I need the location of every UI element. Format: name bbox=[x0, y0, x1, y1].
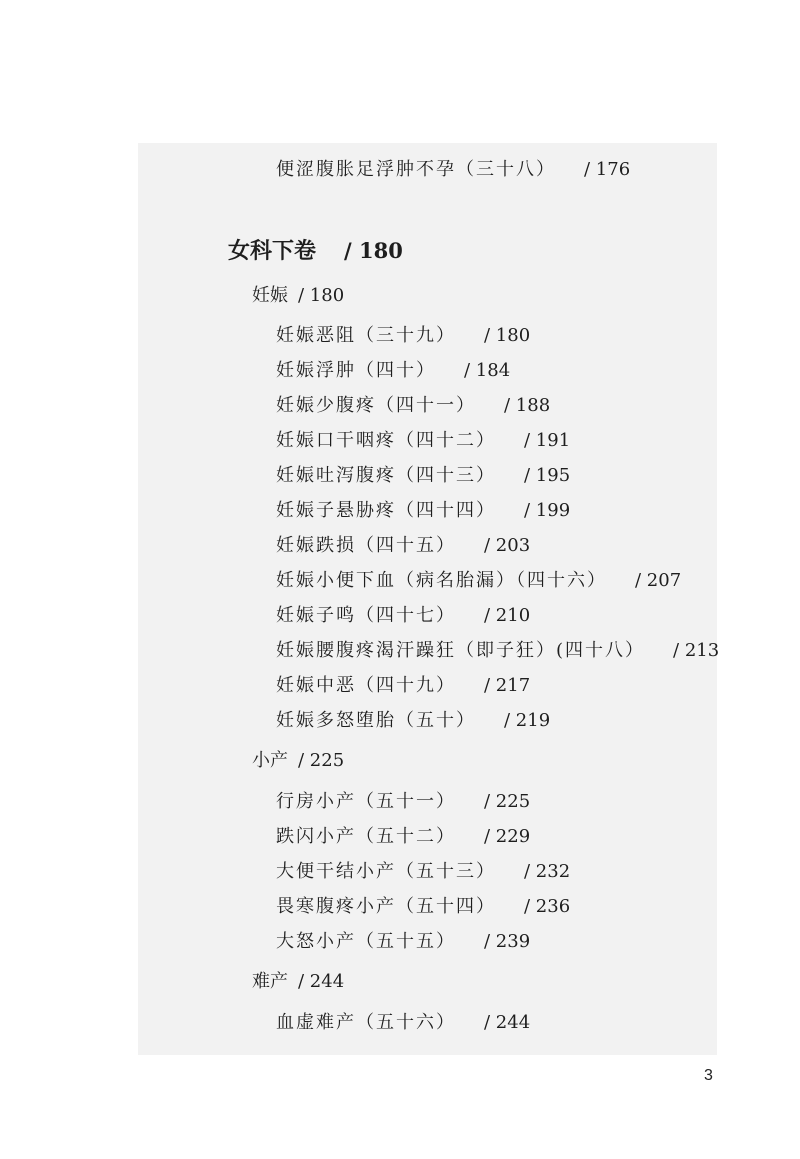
toc-entry bbox=[276, 1008, 530, 1038]
toc-entry-title: 妊娠子悬胁疼（四十四） bbox=[276, 500, 496, 521]
toc-entry bbox=[276, 321, 530, 351]
toc-entry bbox=[276, 461, 570, 491]
toc-entry bbox=[276, 531, 530, 561]
toc-entry-title: 大怒小产（五十五） bbox=[276, 931, 456, 952]
toc-entry bbox=[276, 636, 719, 666]
toc-volume-heading bbox=[228, 236, 403, 266]
toc-entry-page: / 225 bbox=[298, 750, 345, 771]
toc-entry-page: / 207 bbox=[635, 570, 682, 591]
toc-entry-title: 畏寒腹疼小产（五十四） bbox=[276, 896, 496, 917]
toc-entry-page: / 244 bbox=[298, 971, 345, 992]
toc-entry-page: / 203 bbox=[484, 535, 531, 556]
toc-entry-title: 血虚难产（五十六） bbox=[276, 1012, 456, 1033]
toc-entry bbox=[276, 601, 530, 631]
toc-entry-page: / 225 bbox=[484, 791, 531, 812]
toc-entry-page: / 236 bbox=[524, 896, 571, 917]
toc-entry-page: / 180 bbox=[344, 238, 403, 263]
toc-entry bbox=[276, 787, 530, 817]
toc-entry-title: 妊娠腰腹疼渴汗躁狂（即子狂）(四十八） bbox=[276, 640, 646, 661]
toc-section-heading bbox=[252, 281, 344, 311]
toc-entry-title: 妊娠恶阻（三十九） bbox=[276, 325, 456, 346]
toc-entry bbox=[276, 426, 570, 456]
toc-entry-page: / 184 bbox=[464, 360, 511, 381]
toc-entry-page: / 176 bbox=[584, 159, 631, 180]
toc-entry-title: 妊娠中恶（四十九） bbox=[276, 675, 456, 696]
toc-entry-title: 妊娠子鸣（四十七） bbox=[276, 605, 456, 626]
toc-entry-page: / 217 bbox=[484, 675, 531, 696]
toc-entry bbox=[276, 706, 550, 736]
toc-entry-title: 妊娠浮肿（四十） bbox=[276, 360, 436, 381]
toc-entry-title: 行房小产（五十一） bbox=[276, 791, 456, 812]
toc-entry bbox=[276, 892, 570, 922]
toc-entry-page: / 199 bbox=[524, 500, 571, 521]
toc-entry-page: / 180 bbox=[298, 285, 345, 306]
toc-section-heading bbox=[252, 967, 344, 997]
toc-entry-page: / 232 bbox=[524, 861, 571, 882]
toc-entry bbox=[276, 857, 570, 887]
toc-entry bbox=[276, 927, 530, 957]
toc-entry-page: / 210 bbox=[484, 605, 531, 626]
toc-entry-title: 妊娠少腹疼（四十一） bbox=[276, 395, 476, 416]
toc-entry bbox=[276, 671, 530, 701]
toc-entry-title: 难产 bbox=[252, 971, 288, 992]
toc-entry-title: 女科下卷 bbox=[228, 238, 317, 264]
toc-entry-title: 妊娠多怒堕胎（五十） bbox=[276, 710, 476, 731]
toc-entry bbox=[276, 496, 570, 526]
toc-entry-title: 跌闪小产（五十二） bbox=[276, 826, 456, 847]
toc-entry-page: / 239 bbox=[484, 931, 531, 952]
toc-entry-title: 妊娠吐泻腹疼（四十三） bbox=[276, 465, 496, 486]
toc-entry bbox=[276, 391, 550, 421]
toc-entry-page: / 229 bbox=[484, 826, 531, 847]
toc-entry-title: 小产 bbox=[252, 750, 288, 771]
toc-section-heading bbox=[252, 746, 344, 776]
toc-entry-title: 便涩腹胀足浮肿不孕（三十八） bbox=[276, 159, 556, 180]
toc-entry-page: / 195 bbox=[524, 465, 571, 486]
toc-entry-title: 妊娠口干咽疼（四十二） bbox=[276, 430, 496, 451]
toc-entry bbox=[276, 356, 510, 386]
toc-entry bbox=[276, 155, 630, 185]
toc-entry-page: / 213 bbox=[673, 640, 720, 661]
page-number: 3 bbox=[704, 1067, 713, 1084]
toc-entry-page: / 219 bbox=[504, 710, 551, 731]
toc-entry-title: 妊娠跌损（四十五） bbox=[276, 535, 456, 556]
toc-entry-title: 妊娠 bbox=[252, 285, 288, 306]
toc-entry-page: / 188 bbox=[504, 395, 551, 416]
toc-entry-page: / 180 bbox=[484, 325, 531, 346]
toc-entry bbox=[276, 822, 530, 852]
toc-entry-page: / 244 bbox=[484, 1012, 531, 1033]
toc-entry-title: 大便干结小产（五十三） bbox=[276, 861, 496, 882]
toc-entry bbox=[276, 566, 681, 596]
toc-entry-title: 妊娠小便下血（病名胎漏）（四十六） bbox=[276, 570, 607, 591]
toc-entry-page: / 191 bbox=[524, 430, 571, 451]
